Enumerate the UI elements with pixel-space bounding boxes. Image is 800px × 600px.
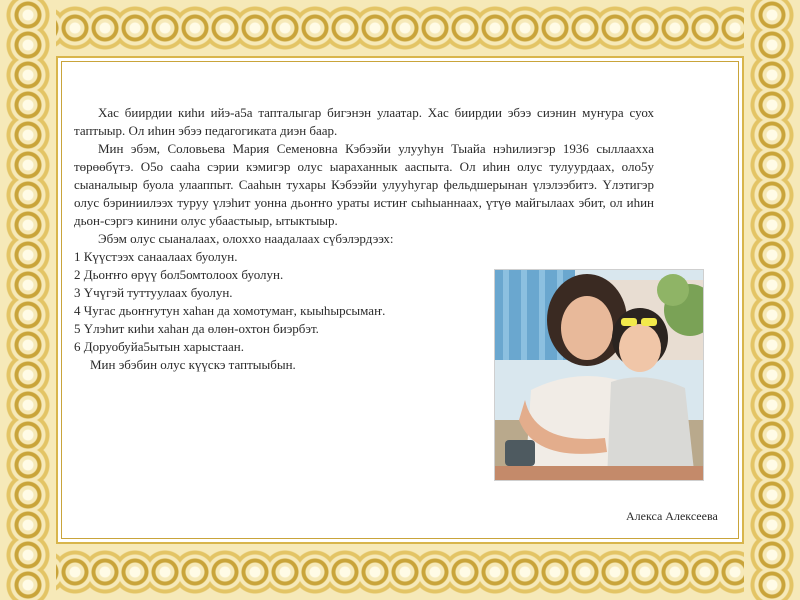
advice-item-5: 5 Үлэhит киhи хаhан да өлөн-охтон биэрбэт. [74, 321, 319, 336]
ornamental-frame-right [744, 0, 800, 600]
closing-line: Мин эбэбин олус күүскэ таптыыбын. [90, 357, 296, 372]
advice-item-1: 1 Күүстээх санаалаах буолун. [74, 249, 238, 264]
advice-item-3: 3 Үчүгэй туттуулаах буолун. [74, 285, 233, 300]
advice-item-4: 4 Чугас дьоҥҥутун хаhан да хомотумаҥ, кыыhырсымаҥ. [74, 303, 386, 318]
ornamental-frame-left [0, 0, 56, 600]
paragraph-intro: Хас биирдии киhи ийэ-а5а тапталыгар бигэнэн улаатар. Хас биирдии эбээ сиэнин муҥура суох таптыыр. Ол иhин эбээ педагогиката диэн баар. [74, 105, 654, 138]
advice-item-6: 6 Доруобуйа5ытын харыстаан. [74, 339, 245, 354]
photo-grandmother-and-granddaughter [494, 269, 704, 481]
paragraph-biography: Мин эбэм, Соловьева Мария Семеновна Кэбээйи улууhун Тыайа нэhилиэгэр 1936 сыллаахха төрөөбүтэ. О5о сааhа сэрии кэмигэр олус ыараханнык ааспыта. Ол иhин олус тулуурдаах, оло5у сыаналыыр буола улааппыт. Сааhын тухары Кэбээйи улууhугар фельдшерынан үлэлээбитэ. Үлэтигэр олус бэриниилээх туруу үлэhит уонна дьоҥҥо ураты истиҥ сыhыаннаах, үтүө майгылаах эбит, ол иhин дьон-сэргэ кинини олус убаастыыр, ытыктыыр. [74, 141, 654, 228]
ornamental-frame-bottom [0, 544, 800, 600]
author-signature: Алекса Алексеева [626, 509, 718, 523]
paragraph-advice-intro: Эбэм олус сыаналаах, олохxо наадалаах сүбэлэрдээх: [98, 231, 394, 246]
photo-illustration [495, 270, 703, 480]
advice-item-2: 2 Дьоҥҥо өрүү бол5омтолоох буолун. [74, 267, 284, 282]
ornamental-frame-top [0, 0, 800, 56]
